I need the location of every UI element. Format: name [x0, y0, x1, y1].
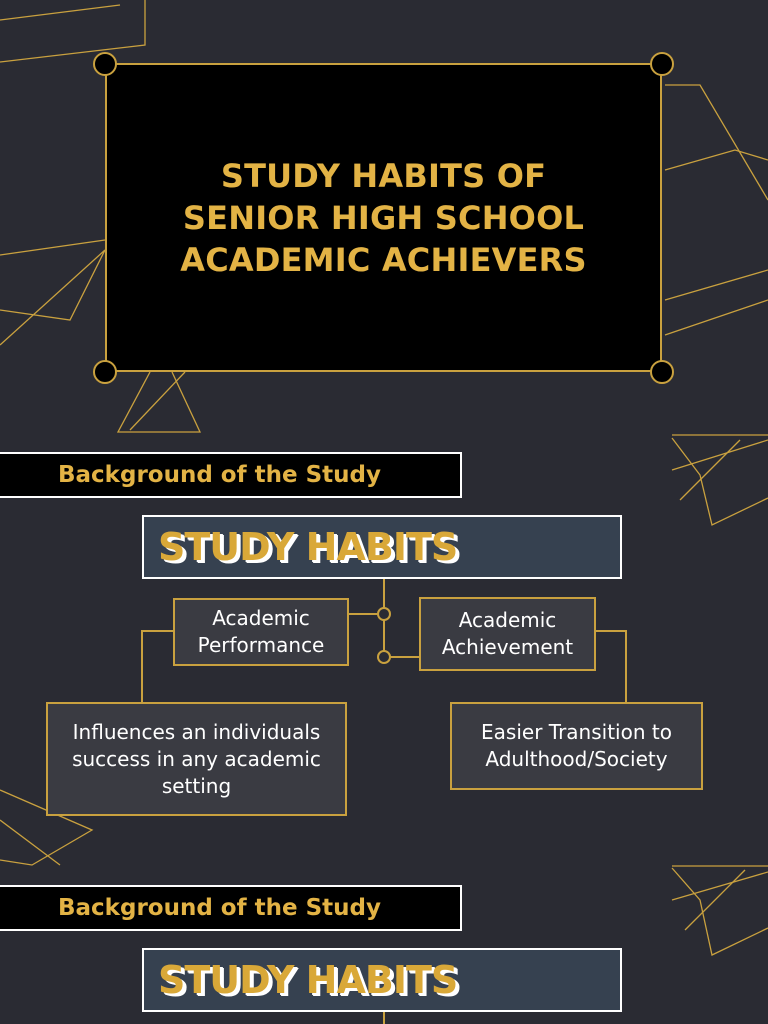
node-academic-performance: [173, 598, 349, 666]
section-header-1: [0, 452, 462, 498]
detail-line: Influences an individuals: [72, 719, 321, 744]
section-header-2: [0, 885, 462, 931]
corner-circle-bottom-right: [650, 360, 674, 384]
detail-box-right: [450, 702, 703, 790]
section-header-label: Background of the Study: [58, 462, 381, 488]
detail-box-left: [46, 702, 347, 816]
study-habits-label: STUDY HABITS: [158, 958, 458, 1002]
corner-circle-top-left: [93, 52, 117, 76]
detail-line: success in any academic: [72, 746, 321, 771]
node-line: Academic: [458, 608, 557, 632]
study-habits-label: STUDY HABITS: [158, 525, 458, 569]
node-line: Achievement: [441, 635, 574, 659]
node-academic-achievement: [419, 597, 596, 671]
slide-title: [180, 155, 587, 281]
title-line-3: ACADEMIC ACHIEVERS: [180, 240, 587, 279]
study-habits-banner-2: [142, 948, 622, 1012]
detail-line: Easier Transition to: [481, 720, 672, 744]
node-line: Academic: [212, 606, 310, 630]
node-line: Performance: [197, 633, 325, 657]
detail-line: setting: [161, 773, 232, 798]
title-line-2: SENIOR HIGH SCHOOL: [182, 198, 585, 237]
corner-circle-bottom-left: [93, 360, 117, 384]
study-habits-banner-1: [142, 515, 622, 579]
section-header-label: Background of the Study: [58, 895, 381, 921]
title-box: [105, 63, 662, 372]
corner-circle-top-right: [650, 52, 674, 76]
title-line-1: STUDY HABITS OF: [220, 156, 547, 195]
detail-line: Adulthood/Society: [485, 747, 668, 771]
